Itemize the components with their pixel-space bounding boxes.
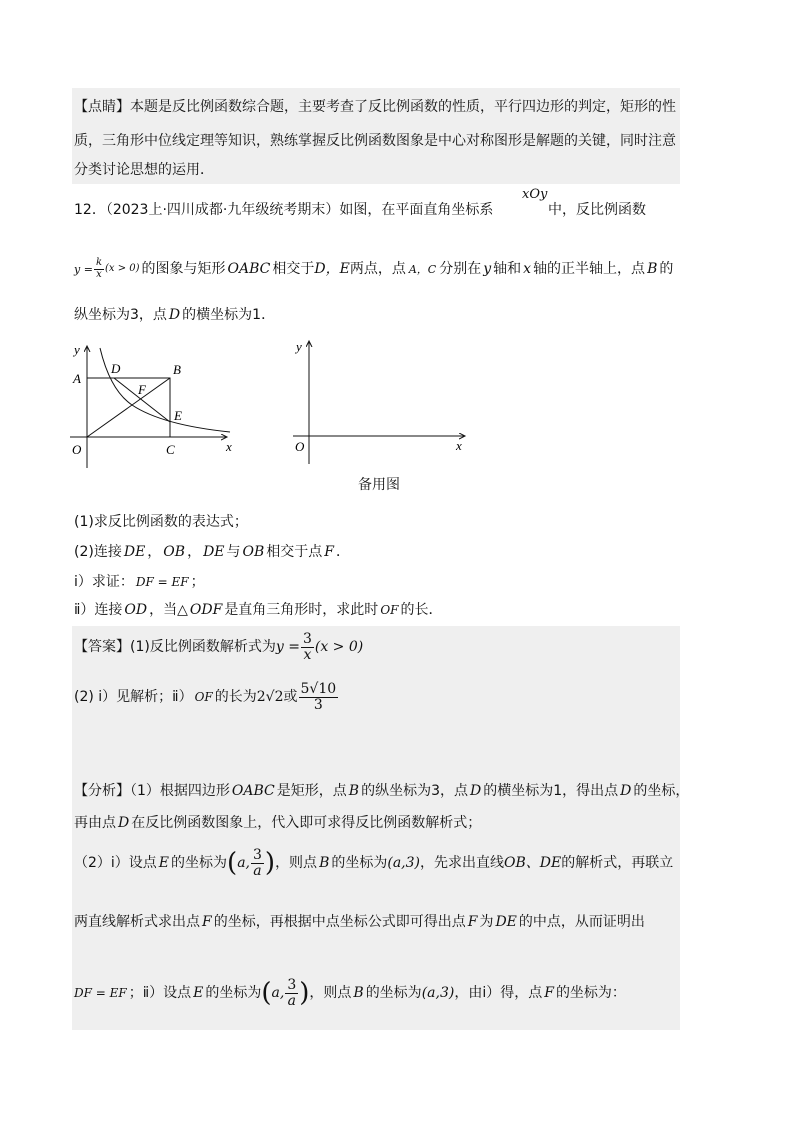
q-l2-c: 两点，点 <box>349 261 406 277</box>
fig1-label-c: C <box>166 442 175 457</box>
i-eq: DF = EF <box>135 575 189 589</box>
l1-rect: OABC <box>231 783 275 799</box>
figure-2-caption: 备用图 <box>358 477 400 493</box>
l1-d: 的横坐标为1，得出点 <box>483 783 619 799</box>
l3-f: 的解析式，再联立 <box>561 855 674 872</box>
part-2-i <box>74 575 205 589</box>
a2-mid: 的长为 <box>214 689 257 706</box>
i-end: ； <box>190 574 205 590</box>
figure-2 <box>285 335 475 470</box>
p2-sep: ， <box>147 544 162 560</box>
l1-e: 的坐标， <box>633 783 690 799</box>
fig1-label-a: A <box>73 371 81 386</box>
ii-c: 是直角三角形时，求此时 <box>224 602 379 618</box>
fig1-label-b: B <box>173 362 181 377</box>
p2-a: (2)连接 <box>74 544 122 560</box>
l1-a: 【分析】（1）根据四边形 <box>74 783 230 799</box>
analysis-line-5 <box>74 978 626 1008</box>
q-l2-e: 轴和 <box>493 261 522 277</box>
l3-paren-close: ) <box>264 848 276 879</box>
fig1-label-e: E <box>174 408 182 423</box>
l4-F: F <box>202 914 212 930</box>
l1-D2: D <box>620 783 632 799</box>
coord-system-label: xOy <box>522 187 548 202</box>
q-l2-f: 轴的正半轴上，点 <box>533 261 646 277</box>
fig1-label-f: F <box>138 382 146 397</box>
answer-line-1 <box>74 632 363 662</box>
l3-coord-a: a, <box>237 855 250 872</box>
l1-D: D <box>470 783 482 799</box>
axis-x-label: x <box>523 261 532 277</box>
l5-fraction <box>285 978 298 1008</box>
l5-num: 3 <box>287 977 297 993</box>
answer-line-2 <box>74 682 339 712</box>
a1-fraction <box>301 632 314 662</box>
a1-lhs: y = <box>275 639 300 656</box>
ac-points: A，C <box>408 262 437 276</box>
question-line-3 <box>74 308 275 322</box>
analysis-line-4 <box>74 915 645 929</box>
analysis-line-2 <box>74 816 481 830</box>
axis-y-label: y <box>483 261 492 277</box>
p2-b: ， <box>187 544 202 560</box>
l5-c: ，则点 <box>309 985 352 1002</box>
ii-odf: ODF <box>189 602 223 618</box>
p2-ob: OB <box>163 544 186 560</box>
p2-ob2: OB <box>242 544 265 560</box>
p2-f: F <box>324 544 334 560</box>
ii-of: OF <box>380 603 399 617</box>
a1-pre: 【答案】(1)反比例函数解析式为 <box>74 639 276 656</box>
a1-num: 3 <box>302 631 312 647</box>
q-l3-b: 的横坐标为1． <box>182 307 276 323</box>
p2-de: DE <box>123 544 146 560</box>
l5-paren-open: ( <box>261 978 272 1009</box>
p2-d: 相交于点 <box>266 544 323 560</box>
l4-F2: F <box>467 914 478 930</box>
fig1-label-d: D <box>111 361 121 376</box>
ii-d: 的长． <box>400 602 443 618</box>
fig2-label-y: y <box>296 339 302 354</box>
a2-num: 5√10 <box>300 681 337 697</box>
l5-F: F <box>544 985 554 1002</box>
l3-e: ，先求出直线 <box>420 855 504 872</box>
func-fraction <box>94 258 104 280</box>
l4-DE: DE <box>495 914 517 930</box>
l3-fraction <box>251 848 264 878</box>
l1-c: 的纵坐标为3，点 <box>361 783 468 799</box>
a1-cond: (x > 0) <box>314 639 364 656</box>
l3-num: 3 <box>252 847 262 863</box>
part-1: (1)求反比例函数的表达式； <box>74 514 248 530</box>
l3-d: 的坐标为 <box>331 855 388 872</box>
part-2-ii <box>74 603 442 617</box>
i-a: ⅰ）求证： <box>74 574 134 590</box>
rect-name: OABC <box>227 261 271 277</box>
ii-a: ⅱ）连接 <box>74 602 123 618</box>
analysis-line-3 <box>74 848 673 878</box>
l3-E: E <box>158 855 170 872</box>
analysis-line-1 <box>74 784 689 798</box>
a2-fraction <box>299 682 339 712</box>
q-l2-d: 分别在 <box>439 261 482 277</box>
p2-end: ． <box>336 544 350 560</box>
part-2 <box>74 545 350 559</box>
l5-E: E <box>193 985 204 1002</box>
l3-lines: OB、DE <box>504 855 562 872</box>
fig1-label-o: O <box>72 442 82 457</box>
l5-a: ；ⅱ）设点 <box>128 985 192 1002</box>
l5-f: 的坐标为： <box>555 985 626 1002</box>
l1-b: 是矩形，点 <box>276 783 347 799</box>
l2-a: 再由点 <box>74 815 116 831</box>
l3-b: 的坐标为 <box>171 855 228 872</box>
note-line-2: 质，三角形中位线定理等知识，熟练掌握反比例函数图象是中心对称图形是解题的关键，同时注意 <box>74 133 676 149</box>
fig2-label-x: x <box>456 438 462 453</box>
ii-b: ，当△ <box>149 602 188 618</box>
l5-B: B <box>353 985 364 1002</box>
a2-or: 或 <box>283 689 298 706</box>
l5-B-coord: (a,3) <box>421 985 455 1002</box>
p2-c: 与 <box>226 544 241 560</box>
a2-v1: 2√2 <box>256 689 284 706</box>
l5-b: 的坐标为 <box>205 985 262 1002</box>
q-l2-a: 的图象与矩形 <box>141 261 226 277</box>
q-l2-g: 的 <box>659 261 674 277</box>
l4-a: 两直线解析式求出点 <box>74 914 200 930</box>
point-b: B <box>647 261 658 277</box>
question-line-1-tail: 中，反比例函数 <box>548 202 646 218</box>
a2-of: OF <box>194 690 213 705</box>
func-condition: (x > 0) <box>105 263 140 274</box>
l2-D: D <box>118 815 130 831</box>
question-line-2 <box>74 258 673 280</box>
l1-B: B <box>348 783 360 799</box>
l3-den: a <box>253 862 262 879</box>
l3-B-coord: (a,3) <box>387 855 420 872</box>
fig2-label-o: O <box>295 439 305 454</box>
func-x: x <box>96 268 102 280</box>
l2-b: 在反比例函数图象上，代入即可求得反比例函数解析式； <box>131 815 482 831</box>
fig1-line-ob <box>87 378 170 437</box>
l4-c: 为 <box>479 914 494 930</box>
func-k: k <box>95 257 102 268</box>
l3-c: ，则点 <box>275 855 318 872</box>
point-d: D <box>168 307 181 323</box>
figure-1 <box>62 340 242 470</box>
l5-den: a <box>287 992 296 1009</box>
de-points: D，E <box>314 261 350 277</box>
l5-d: 的坐标为 <box>365 985 422 1002</box>
l3-B: B <box>319 855 330 872</box>
note-line-1: 【点睛】本题是反比例函数综合题，主要考查了反比例函数的性质，平行四边形的判定，矩形的性 <box>74 99 676 115</box>
l4-d: 的中点，从而证明出 <box>518 914 645 930</box>
a2-pre: (2) ⅰ）见解析；ⅱ） <box>74 689 193 706</box>
l5-paren-close: ) <box>299 978 310 1009</box>
l4-b: 的坐标，再根据中点坐标公式即可得出点 <box>213 914 466 930</box>
question-line-1 <box>74 203 493 217</box>
l3-a: （2）ⅰ）设点 <box>74 855 157 872</box>
ii-od: OD <box>124 602 148 618</box>
a2-den: 3 <box>313 696 323 713</box>
question-source: （2023上·四川成都·九年级统考期末）如图，在平面直角坐标系 <box>105 202 494 218</box>
fig1-label-x: x <box>226 439 232 454</box>
fig1-label-y: y <box>74 342 80 357</box>
l5-e: ，由ⅰ）得，点 <box>454 985 543 1002</box>
q-l2-b: 相交于 <box>272 261 315 277</box>
func-lhs: y = <box>74 262 93 276</box>
l5-eq: DF = EF <box>74 986 127 1001</box>
p2-de2: DE <box>203 544 225 560</box>
q-l3-a: 纵坐标为3，点 <box>74 307 167 323</box>
l5-coord-a: a, <box>271 985 285 1002</box>
question-number: 12． <box>74 202 106 218</box>
a1-den: x <box>303 646 312 663</box>
note-line-3: 分类讨论思想的运用． <box>74 162 214 178</box>
l3-paren-open: ( <box>227 848 238 879</box>
